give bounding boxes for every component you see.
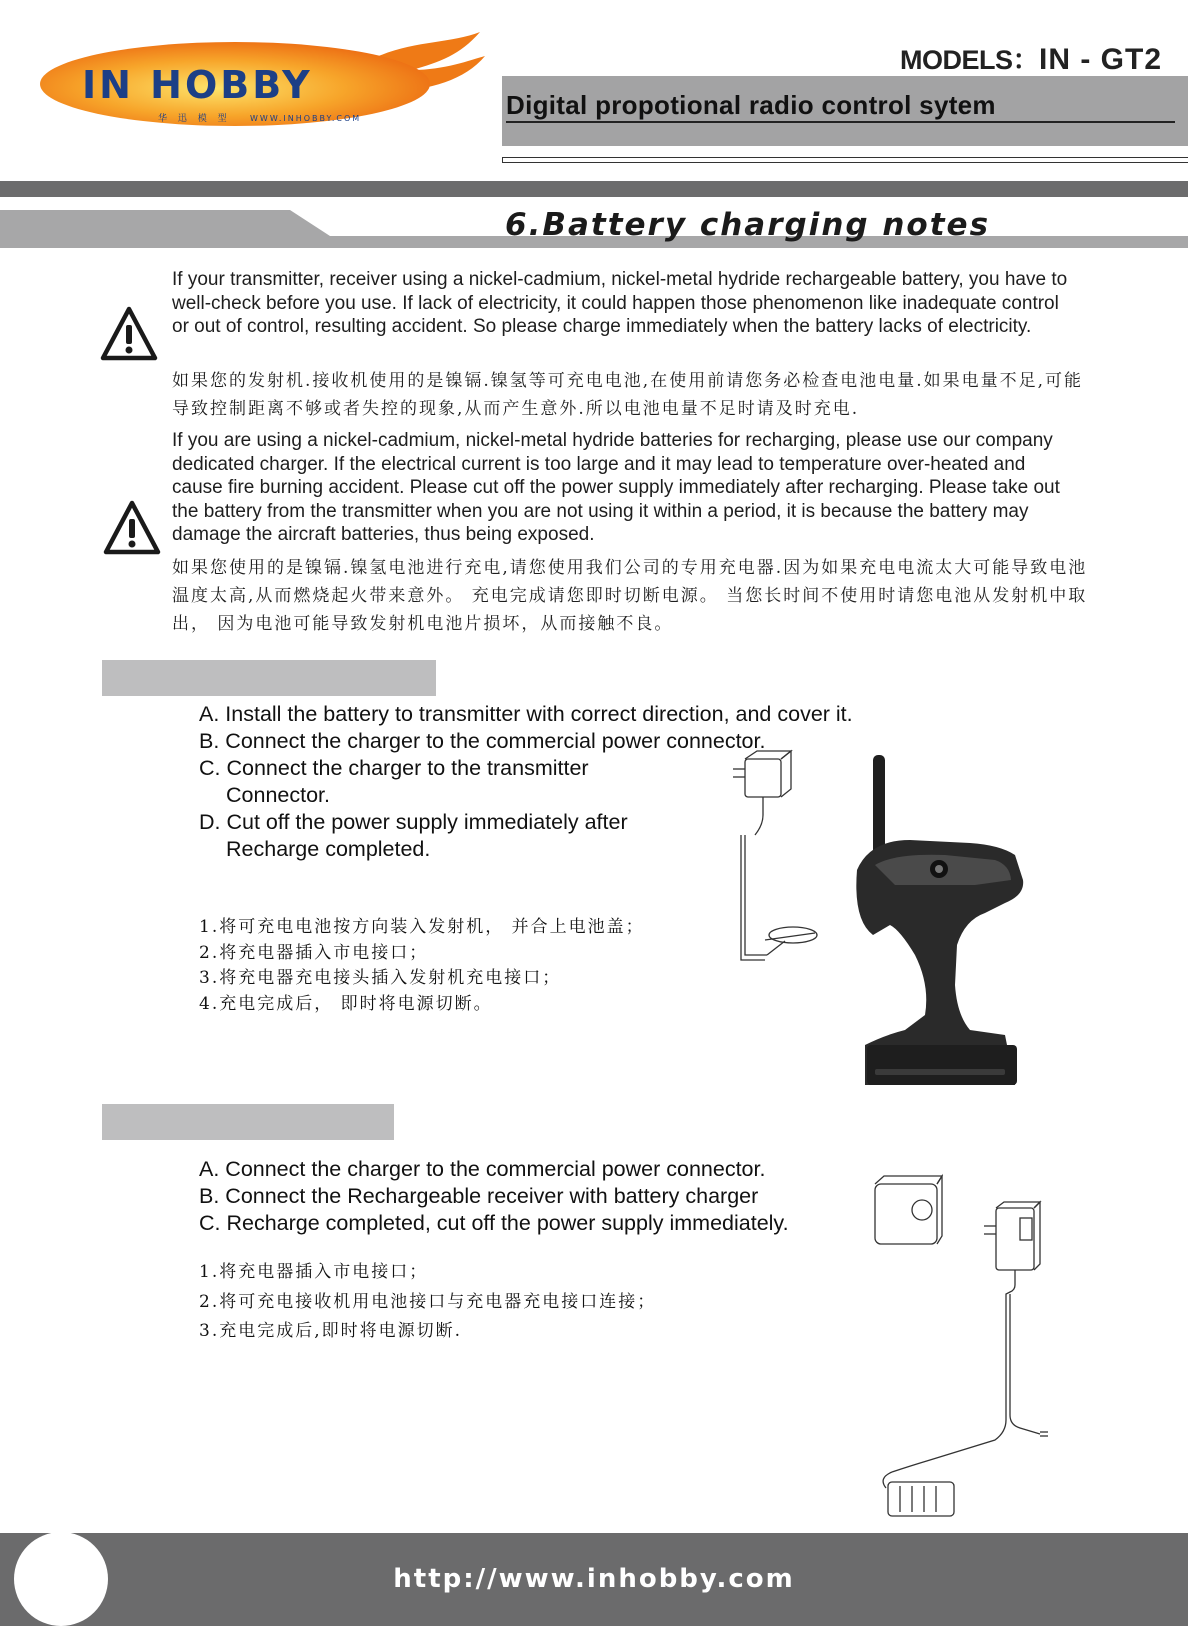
- receiver-steps-cn: [199, 1260, 656, 1345]
- step-item: A. Connect the charger to the commercial power connector.: [199, 1157, 766, 1181]
- step-item-cn: 4.充电完成后， 即时将电源切断。: [199, 993, 493, 1014]
- model-name: IN - GT2: [1039, 43, 1163, 76]
- step-item: Connector.: [226, 783, 330, 807]
- transmitter-section-tab: [102, 660, 436, 696]
- transmitter-steps-cn: [199, 915, 645, 1017]
- step-item-cn: 3.充电完成后,即时将电源切断.: [199, 1321, 463, 1341]
- logo-cn: 华 迅 模 型: [158, 114, 231, 124]
- step-item-cn: 1.将充电器插入市电接口；: [199, 1262, 429, 1282]
- warning-2-text-cn: 如果您使用的是镍镉.镍氢电池进行充电,请您使用我们公司的专用充电器.因为如果充电电流太大可能导致电池温度太高,从而燃烧起火带来意外。 充电完成请您即时切断电源。 当您长时间不使用时请您电池从发射机中取出， 因为电池可能导致发射机电池片损坏，从而接触不良。: [172, 558, 1088, 634]
- step-item-cn: 2.将充电器插入市电接口；: [199, 942, 429, 963]
- step-item: Recharge completed.: [226, 837, 431, 861]
- warning-2-text-en: If you are using a nickel-cadmium, nickel-metal hydride batteries for recharging, please use our company dedicated charger. If the electrical current is too large and it may lead to temperature over-heated and cause fire burning accident. Please cut off the power supply immediately after recharging. Please take out the battery from the transmitter when you are not using it within a period, it is because the battery may damage the aircraft batteries, thus being exposed.: [172, 430, 1060, 545]
- receiver-charger-illustration: [870, 1170, 1050, 1520]
- section-title: 6.Battery charging notes: [505, 207, 991, 243]
- subtitle-underline: [506, 121, 1175, 123]
- footer-website-link[interactable]: http://www.inhobby.com: [393, 1564, 795, 1594]
- page-subtitle: Digital propotional radio control sytem: [506, 90, 996, 120]
- step-item-cn: 3.将充电器充电接头插入发射机充电接口；: [199, 968, 562, 988]
- step-item: A. Install the battery to transmitter with correct direction, and cover it.: [199, 702, 853, 726]
- step-item: D. Cut off the power supply immediately after: [199, 810, 628, 834]
- models-label: MODELS：IN - GT2: [900, 43, 1163, 76]
- warning-icon: [100, 305, 158, 363]
- step-item-cn: 1.将可充电电池按方向装入发射机， 并合上电池盖；: [199, 917, 645, 937]
- step-item: B. Connect the charger to the commercial power connector.: [199, 729, 766, 753]
- header-dark-bar: [0, 181, 1188, 197]
- step-item-cn: 2.将可充电接收机用电池接口与充电器充电接口连接；: [199, 1291, 657, 1312]
- step-item: C. Recharge completed, cut off the power supply immediately.: [199, 1211, 789, 1235]
- receiver-section-tab: [102, 1104, 394, 1140]
- receiver-steps-en: [199, 1156, 789, 1237]
- step-item: C. Connect the charger to the transmitter: [199, 756, 589, 780]
- logo-url: WWW.INHOBBY.COM: [250, 114, 362, 123]
- step-item: B. Connect the Rechargeable receiver with battery charger: [199, 1184, 759, 1208]
- header-divider-box: [502, 157, 1188, 163]
- brand-logo: [40, 30, 490, 130]
- transmitter-charger-illustration: [725, 745, 1065, 1090]
- warning-1-text-en: If your transmitter, receiver using a nickel-cadmium, nickel-metal hydride rechargeable battery, you have to well-check before you use. If lack of electricity, it could happen those phenomenon like inadequate control or out of control, resulting accident. So please charge immediately when the battery lacks of electricity.: [172, 269, 1068, 337]
- warning-1-text-cn: 如果您的发射机.接收机使用的是镍镉.镍氢等可充电电池,在使用前请您务必检查电池电量.如果电量不足,可能导致控制距离不够或者失控的现象,从而产生意外.所以电池电量不足时请及时充电.: [172, 371, 1084, 419]
- warning-icon: [103, 499, 161, 557]
- logo-text: IN HOBBY: [82, 63, 313, 107]
